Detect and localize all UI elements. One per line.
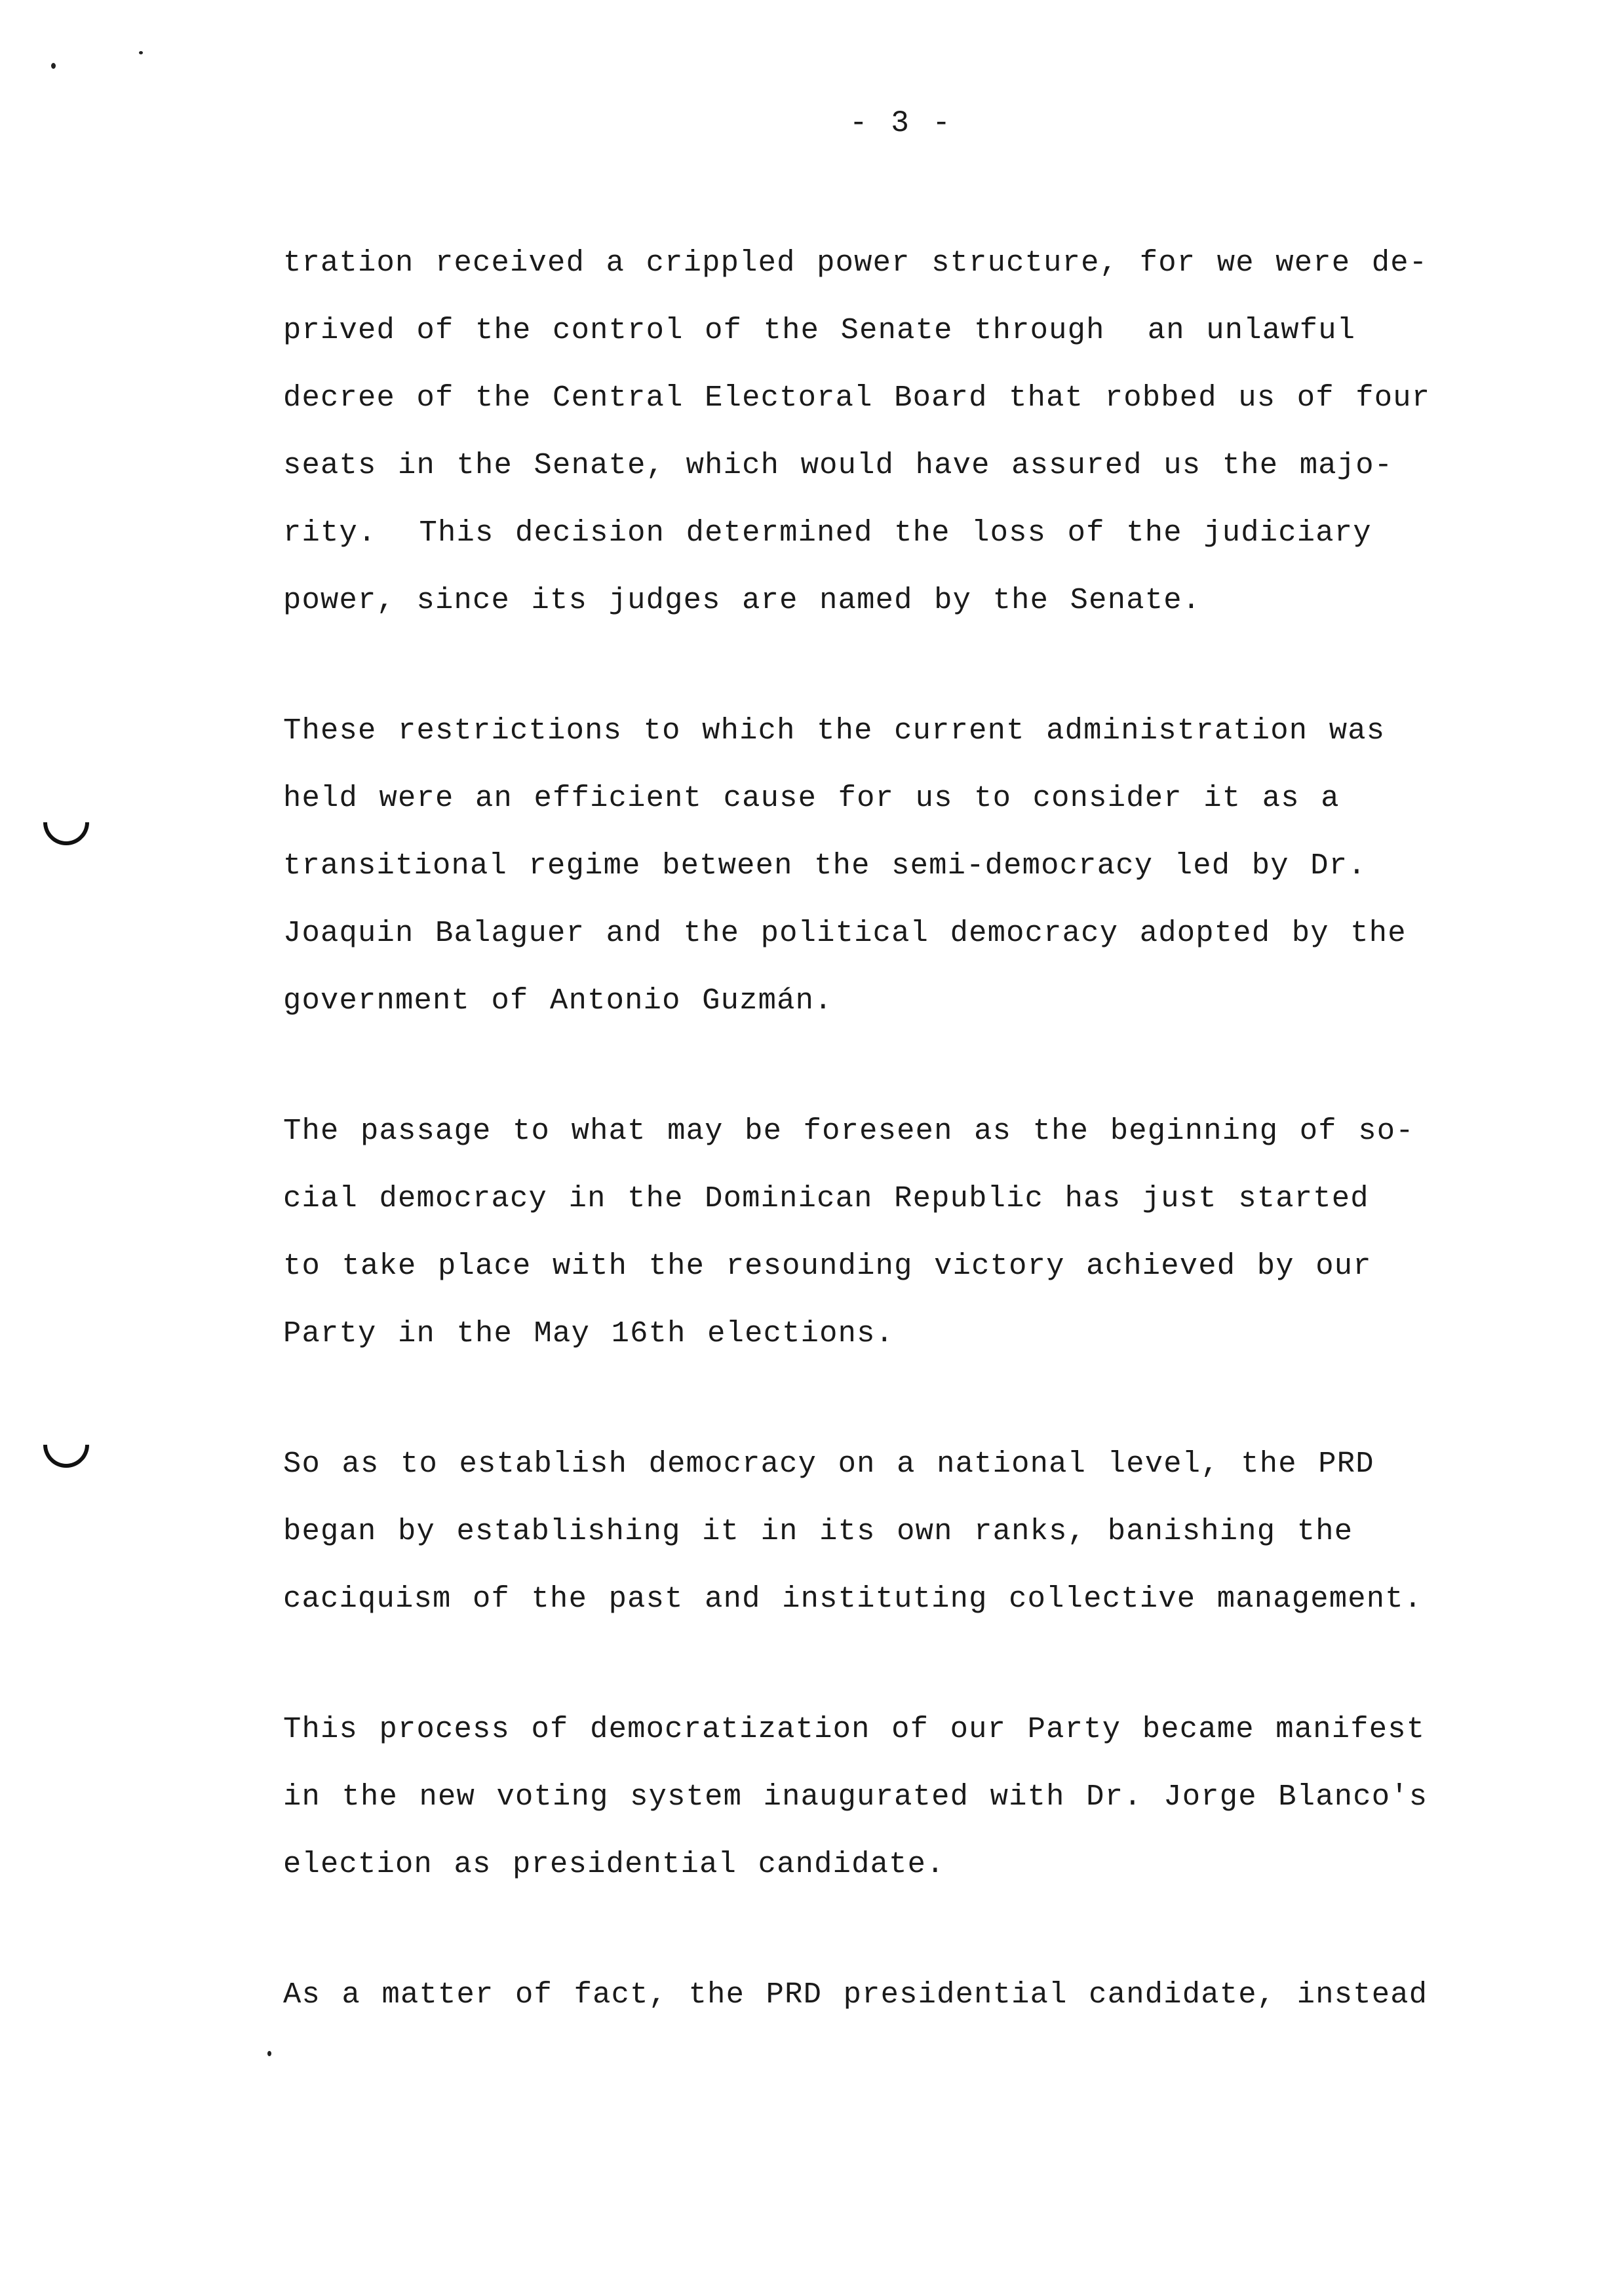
- paragraph: [283, 1696, 1496, 1898]
- speck-mark: [51, 63, 56, 69]
- page-number: - 3 -: [849, 106, 954, 140]
- text-line: cial democracy in the Dominican Republic has just started: [283, 1181, 1369, 1215]
- text-line: So as to establish democracy on a national level, the PRD: [283, 1447, 1374, 1481]
- text-line: This process of democratization of our Party became manifest: [283, 1712, 1426, 1746]
- binder-hole-mark-bottom: [34, 1413, 99, 1478]
- text-line: held were an efficient cause for us to consider it as a: [283, 781, 1340, 815]
- text-line: caciquism of the past and instituting collective management.: [283, 1582, 1423, 1616]
- text-line: rity. This decision determined the loss of the judiciary: [283, 516, 1372, 550]
- paragraph: [283, 697, 1496, 1035]
- text-line: As a matter of fact, the PRD presidential candidate, instead: [283, 1978, 1428, 2012]
- document-body: [283, 229, 1496, 2029]
- text-line: in the new voting system inaugurated with Dr. Jorge Blanco's: [283, 1780, 1428, 1814]
- text-line: tration received a crippled power structure, for we were de-: [283, 246, 1428, 280]
- text-line: seats in the Senate, which would have assured us the majo-: [283, 448, 1393, 482]
- paragraph: [283, 1961, 1496, 2029]
- paragraph: [283, 1430, 1496, 1633]
- text-line: to take place with the resounding victory achieved by our: [283, 1249, 1372, 1283]
- binder-hole-mark-top: [34, 790, 99, 855]
- text-line: decree of the Central Electoral Board that robbed us of four: [283, 381, 1431, 415]
- text-line: government of Antonio Guzmán.: [283, 984, 833, 1018]
- text-line: prived of the control of the Senate through an unlawful: [283, 313, 1356, 347]
- text-line: began by establishing it in its own ranks, banishing the: [283, 1514, 1353, 1548]
- paragraph: [283, 229, 1496, 634]
- paragraph: [283, 1098, 1496, 1368]
- text-line: These restrictions to which the current administration was: [283, 714, 1386, 748]
- speck-mark: [139, 51, 143, 54]
- text-line: transitional regime between the semi-democracy led by Dr.: [283, 849, 1367, 883]
- text-line: election as presidential candidate.: [283, 1847, 945, 1881]
- text-line: Joaquin Balaguer and the political democracy adopted by the: [283, 916, 1407, 950]
- text-line: Party in the May 16th elections.: [283, 1316, 895, 1350]
- text-line: The passage to what may be foreseen as the beginning of so-: [283, 1114, 1414, 1148]
- speck-mark: [267, 2051, 271, 2056]
- text-line: power, since its judges are named by the Senate.: [283, 583, 1201, 617]
